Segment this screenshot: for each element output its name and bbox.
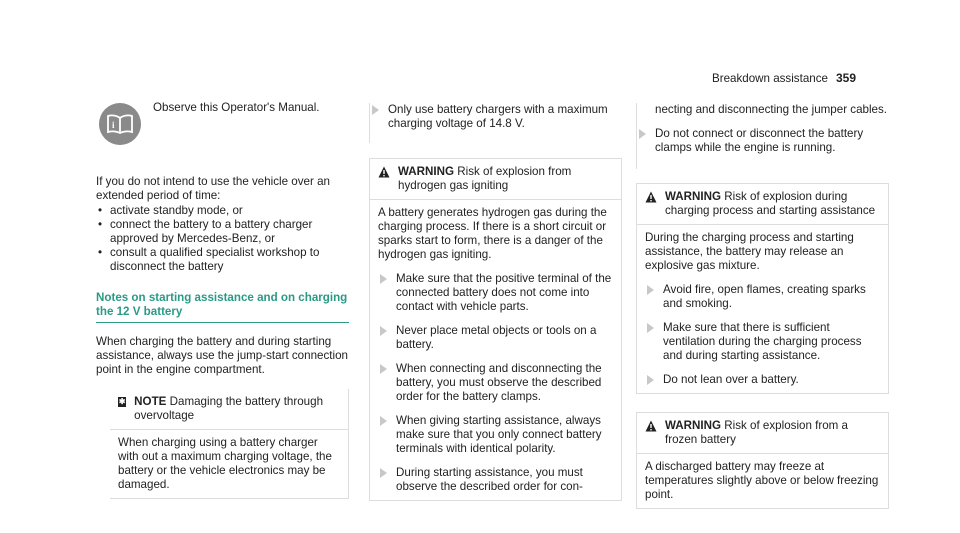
- warning-header: [370, 159, 621, 200]
- arrow-icon: [647, 375, 654, 385]
- warning-text: During the charging process and starting assistance, the battery may release an explosive gas mixture.: [645, 231, 854, 272]
- column-3: [636, 103, 889, 509]
- list-item: Avoid fire, open flames, creating sparks and smoking.: [645, 283, 880, 311]
- bullet-list: [96, 204, 349, 274]
- list-item: Do not connect or disconnect the battery clamps while the engine is running.: [637, 127, 889, 155]
- list-item: During starting assistance, you must observe the described order for con-: [378, 466, 613, 494]
- warning-icon: [645, 420, 657, 432]
- list-item: Make sure that the positive terminal of the connected battery does not come into contact with vehicle parts.: [378, 272, 613, 314]
- notice-icon: ✱: [118, 397, 126, 406]
- note-header: [110, 389, 348, 429]
- arrow-icon: [639, 129, 646, 139]
- list-item: • connect the battery to a battery charger approved by Mercedes-Benz, or: [96, 218, 349, 246]
- arrow-icon: [380, 274, 387, 284]
- arrow-icon: [372, 105, 379, 115]
- arrow-icon: [380, 416, 387, 426]
- warning-header: [637, 413, 888, 454]
- list-item: Only use battery chargers with a maximum charging voltage of 14.8 V.: [370, 103, 622, 131]
- column-1: [96, 98, 349, 499]
- note-title: Damaging the battery through overvoltage: [134, 395, 324, 422]
- list-item: When connecting and disconnecting the battery, you must observe the described order for the battery clamps.: [378, 362, 613, 404]
- list-item: • consult a qualified specialist workshop to disconnect the battery: [96, 246, 349, 274]
- note-label: NOTE: [134, 395, 167, 408]
- instruction-list: [645, 283, 880, 387]
- page-header: [712, 71, 856, 86]
- section-text: When charging the battery and during starting assistance, always use the jump-start connection point in the engine compartment.: [96, 335, 348, 376]
- warning-body: [637, 225, 888, 393]
- warning-icon: [378, 166, 390, 178]
- book-icon: [99, 103, 141, 145]
- arrow-icon: [380, 364, 387, 374]
- warning-body: A discharged battery may freeze at temperatures slightly above or below freezing point.: [645, 460, 879, 501]
- intro-text: If you do not intend to use the vehicle over an extended period of time:: [96, 175, 330, 202]
- top-item-box: [369, 103, 622, 143]
- page-number: 359: [835, 71, 856, 85]
- warning-box: [636, 412, 889, 509]
- warning-text: A battery generates hydrogen gas during the charging process. If there is a short circuit or sparks start to form, there is a danger of the hydrogen gas igniting.: [378, 206, 607, 261]
- instruction-list: [378, 272, 613, 494]
- section-name: Breakdown assistance: [711, 72, 828, 85]
- warning-box: [369, 158, 622, 501]
- arrow-icon: [647, 285, 654, 295]
- svg-text:i: i: [112, 120, 115, 130]
- manual-notice: [96, 98, 349, 145]
- list-item: When giving starting assistance, always make sure that you only connect battery terminals with identical polarity.: [378, 414, 613, 456]
- warning-title: Risk of explosion from hydrogen gas igniting: [398, 165, 572, 192]
- column-2: [369, 103, 622, 501]
- list-item: Make sure that there is sufficient ventilation during the charging process and during starting assistance.: [645, 321, 880, 363]
- warning-title: Risk of explosion from a frozen battery: [665, 419, 848, 446]
- section-title: Notes on starting assistance and on charging the 12 V battery: [96, 291, 349, 323]
- arrow-icon: [380, 326, 387, 336]
- note-box: [110, 389, 349, 499]
- warning-body: [370, 200, 621, 500]
- warning-label: WARNING: [665, 190, 722, 203]
- continued-box: [636, 103, 889, 169]
- list-item: Do not lean over a battery.: [645, 373, 880, 387]
- warning-box: [636, 183, 889, 394]
- warning-header: [637, 184, 888, 225]
- warning-label: WARNING: [665, 419, 722, 432]
- arrow-icon: [647, 323, 654, 333]
- warning-icon: [645, 191, 657, 203]
- arrow-icon: [380, 468, 387, 478]
- warning-title: Risk of explosion during charging process and starting assistance: [665, 190, 876, 217]
- note-body: When charging using a battery charger with out a maximum charging voltage, the battery or the vehicle electronics may be damaged.: [110, 429, 348, 498]
- warning-label: WARNING: [398, 165, 455, 178]
- manual-text: Observe this Operator's Manual.: [153, 101, 320, 114]
- list-item: • activate standby mode, or: [96, 204, 349, 218]
- continued-text: necting and disconnecting the jumper cables.: [655, 103, 888, 116]
- list-item: Never place metal objects or tools on a battery.: [378, 324, 613, 352]
